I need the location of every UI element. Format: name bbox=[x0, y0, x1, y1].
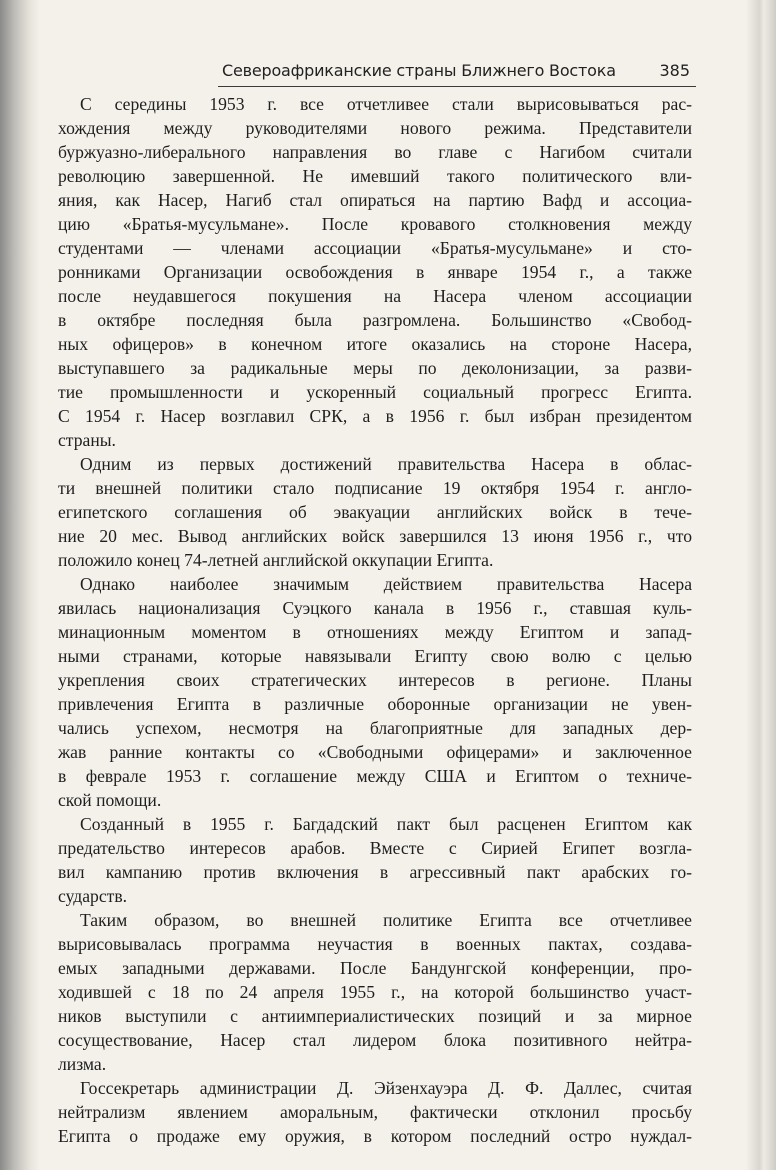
text-line: сосуществование, Насер стал лидером блока позитивного нейтра- bbox=[58, 1030, 692, 1050]
text-line: ных офицеров» в конечном итоге оказались на стороне Насера, bbox=[58, 334, 692, 354]
text-line: ходившей с 18 по 24 апреля 1955 г., на которой большинство участ- bbox=[58, 982, 692, 1002]
text-line: ти внешней политики стало подписание 19 октября 1954 г. англо- bbox=[58, 478, 692, 498]
text-line: Однако наиболее значимым действием правительства Насера bbox=[80, 574, 692, 594]
text-line: чались успехом, несмотря на благоприятные для западных дер- bbox=[58, 718, 692, 738]
running-header bbox=[218, 60, 696, 87]
text-line: емых западными державами. После Бандунгской конференции, про- bbox=[58, 958, 692, 978]
text-line: студентами — членами ассоциации «Братья-мусульмане» и сто- bbox=[58, 238, 692, 258]
text-line: египетского соглашения об эвакуации английских войск в тече- bbox=[58, 502, 692, 522]
text-line: ников выступили с антиимпериалистических позиций и за мирное bbox=[58, 1006, 692, 1026]
text-line: страны. bbox=[58, 430, 116, 450]
text-line: лизма. bbox=[58, 1054, 107, 1074]
text-line: цию «Братья-мусульмане». После кровавого столкновения между bbox=[58, 214, 692, 234]
text-line: предательство интересов арабов. Вместе с Сирией Египет возгла- bbox=[58, 838, 692, 858]
text-line: в октябре последняя была разгромлена. Большинство «Свобод- bbox=[58, 310, 692, 330]
text-line: буржуазно-либерального направления во главе с Нагибом считали bbox=[58, 142, 692, 162]
text-line: сударств. bbox=[58, 886, 128, 906]
text-line: Созданный в 1955 г. Багдадский пакт был расценен Египтом как bbox=[80, 814, 692, 834]
text-line: ными странами, которые навязывали Египту свою волю с целью bbox=[58, 646, 692, 666]
text-line: вил кампанию против включения в агрессивный пакт арабских го- bbox=[58, 862, 692, 882]
text-line: Госсекретарь администрации Д. Эйзенхауэра Д. Ф. Даллес, считая bbox=[80, 1078, 692, 1098]
text-line: С середины 1953 г. все отчетливее стали вырисовываться рас- bbox=[80, 94, 692, 114]
text-line: укрепления своих стратегических интересов в регионе. Планы bbox=[58, 670, 692, 690]
text-line: Египта о продаже ему оружия, в котором последний остро нуждал- bbox=[58, 1126, 692, 1146]
text-line: революцию завершенной. Не имевший такого политического вли- bbox=[58, 166, 692, 186]
text-line: привлечения Египта в различные оборонные организации не увен- bbox=[58, 694, 692, 714]
text-line: яния, как Насер, Нагиб стал опираться на партию Вафд и ассоциа- bbox=[58, 190, 692, 210]
page-gutter-shadow bbox=[0, 0, 40, 1170]
text-line: явилась национализация Суэцкого канала в 1956 г., ставшая куль- bbox=[58, 598, 692, 618]
text-line: после неудавшегося покушения на Насера членом ассоциации bbox=[58, 286, 692, 306]
text-line: тие промышленности и ускоренный социальный прогресс Египта. bbox=[58, 382, 692, 402]
page-right-edge bbox=[746, 0, 776, 1170]
running-title: Североафриканские страны Ближнего Востока bbox=[222, 61, 616, 80]
text-line: Таким образом, во внешней политике Египта все отчетливее bbox=[80, 910, 692, 930]
text-line: Одним из первых достижений правительства Насера в облас- bbox=[80, 454, 692, 474]
text-line: жав ранние контакты со «Свободными офицерами» и заключенное bbox=[58, 742, 692, 762]
text-line: выступавшего за радикальные меры по деколонизации, за разви- bbox=[58, 358, 692, 378]
text-line: хождения между руководителями нового режима. Представители bbox=[58, 118, 692, 138]
body-text bbox=[58, 92, 692, 1148]
text-line: в феврале 1953 г. соглашение между США и Египтом о техниче- bbox=[58, 766, 692, 786]
text-line: нейтрализм явлением аморальным, фактически отклонил просьбу bbox=[58, 1102, 692, 1122]
page-number: 385 bbox=[659, 61, 690, 80]
text-line: ской помощи. bbox=[58, 790, 162, 810]
text-line: ние 20 мес. Вывод английских войск завершился 13 июня 1956 г., что bbox=[58, 526, 692, 546]
text-line: вырисовывалась программа неучастия в военных пактах, создава- bbox=[58, 934, 692, 954]
text-line: С 1954 г. Насер возглавил СРК, а в 1956 г. был избран президентом bbox=[58, 406, 692, 426]
text-line: минационным моментом в отношениях между Египтом и запад- bbox=[58, 622, 692, 642]
text-line: ронниками Организации освобождения в январе 1954 г., а также bbox=[58, 262, 692, 282]
text-line: положило конец 74-летней английской оккупации Египта. bbox=[58, 550, 494, 570]
